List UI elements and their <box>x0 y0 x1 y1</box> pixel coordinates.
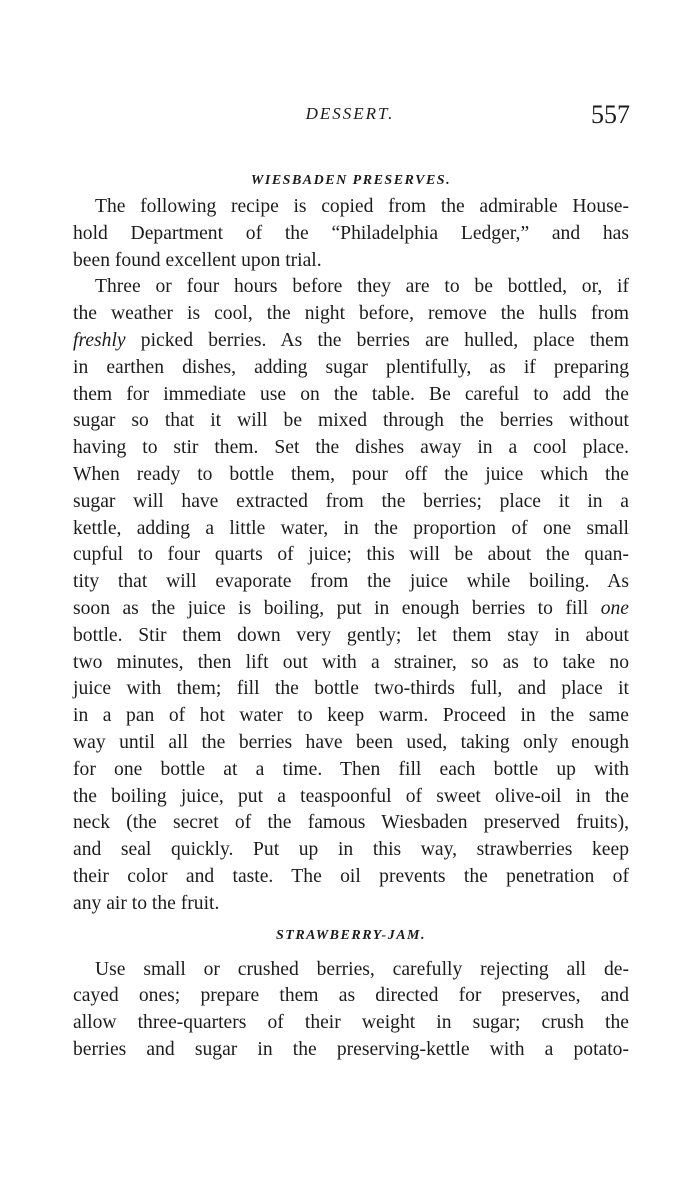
text-line <box>73 328 629 355</box>
text-line: for one bottle at a time. Then fill each bottle up with <box>73 758 629 780</box>
text-line: two minutes, then lift out with a strainer, so as to take no <box>73 651 629 673</box>
text-run: picked berries. As the berries are hulled, place them <box>125 329 629 351</box>
text-line: tity that will evaporate from the juice while boiling. As <box>73 571 629 593</box>
text-line: and seal quickly. Put up in this way, strawberries keep <box>73 839 629 861</box>
italic-word: one <box>600 597 629 619</box>
text-line: cupful to four quarts of juice; this will be about the quan- <box>73 544 629 566</box>
text-line: sugar so that it will be mixed through the berries without <box>73 410 629 432</box>
text-line: been found excellent upon trial. <box>73 249 322 271</box>
text-line: Use small or crushed berries, carefully rejecting all de- <box>95 958 629 980</box>
section-heading-strawberry-jam: STRAWBERRY-JAM. <box>276 927 426 943</box>
running-title: DESSERT. <box>305 104 395 123</box>
page-number: 557 <box>591 100 630 129</box>
text-line <box>73 596 629 623</box>
text-line: cayed ones; prepare them as directed for preserves, and <box>73 985 629 1007</box>
text-line: in a pan of hot water to keep warm. Proceed in the same <box>73 705 629 727</box>
text-line: them for immediate use on the table. Be careful to add the <box>73 383 629 405</box>
text-line: their color and taste. The oil prevents the penetration of <box>73 865 629 887</box>
paragraph <box>73 194 629 274</box>
text-run: soon as the juice is boiling, put in enough berries to fill <box>73 597 601 619</box>
text-line: juice with them; fill the bottle two-thirds full, and place it <box>73 678 629 700</box>
running-head <box>0 100 700 134</box>
text-line: neck (the secret of the famous Wiesbaden preserved fruits), <box>73 812 629 834</box>
text-line: way until all the berries have been used, taking only enough <box>73 731 629 753</box>
paragraph <box>73 957 629 1064</box>
italic-word: freshly <box>73 329 126 351</box>
text-line: any air to the fruit. <box>73 892 220 914</box>
text-line: berries and sugar in the preserving-kettle with a potato- <box>73 1038 629 1060</box>
text-line: sugar will have extracted from the berries; place it in a <box>73 490 629 512</box>
text-line: the weather is cool, the night before, remove the hulls from <box>73 303 629 325</box>
text-line: the boiling juice, put a teaspoonful of sweet olive-oil in the <box>73 785 629 807</box>
text-line: When ready to bottle them, pour off the juice which the <box>73 463 629 485</box>
text-line: bottle. Stir them down very gently; let them stay in about <box>73 624 629 646</box>
text-line: hold Department of the “Philadelphia Ledger,” and has <box>73 222 629 244</box>
section-heading-wiesbaden: WIESBADEN PRESERVES. <box>250 173 452 188</box>
text-line: The following recipe is copied from the admirable House- <box>95 196 629 217</box>
text-line: allow three-quarters of their weight in sugar; crush the <box>73 1012 629 1034</box>
text-line: kettle, adding a little water, in the proportion of one small <box>73 517 629 539</box>
text-line: in earthen dishes, adding sugar plentifully, as if preparing <box>73 356 629 378</box>
text-line: Three or four hours before they are to be bottled, or, if <box>95 276 629 298</box>
text-block <box>73 168 629 1064</box>
paragraph <box>73 274 629 917</box>
text-line: having to stir them. Set the dishes away in a cool place. <box>73 437 629 459</box>
